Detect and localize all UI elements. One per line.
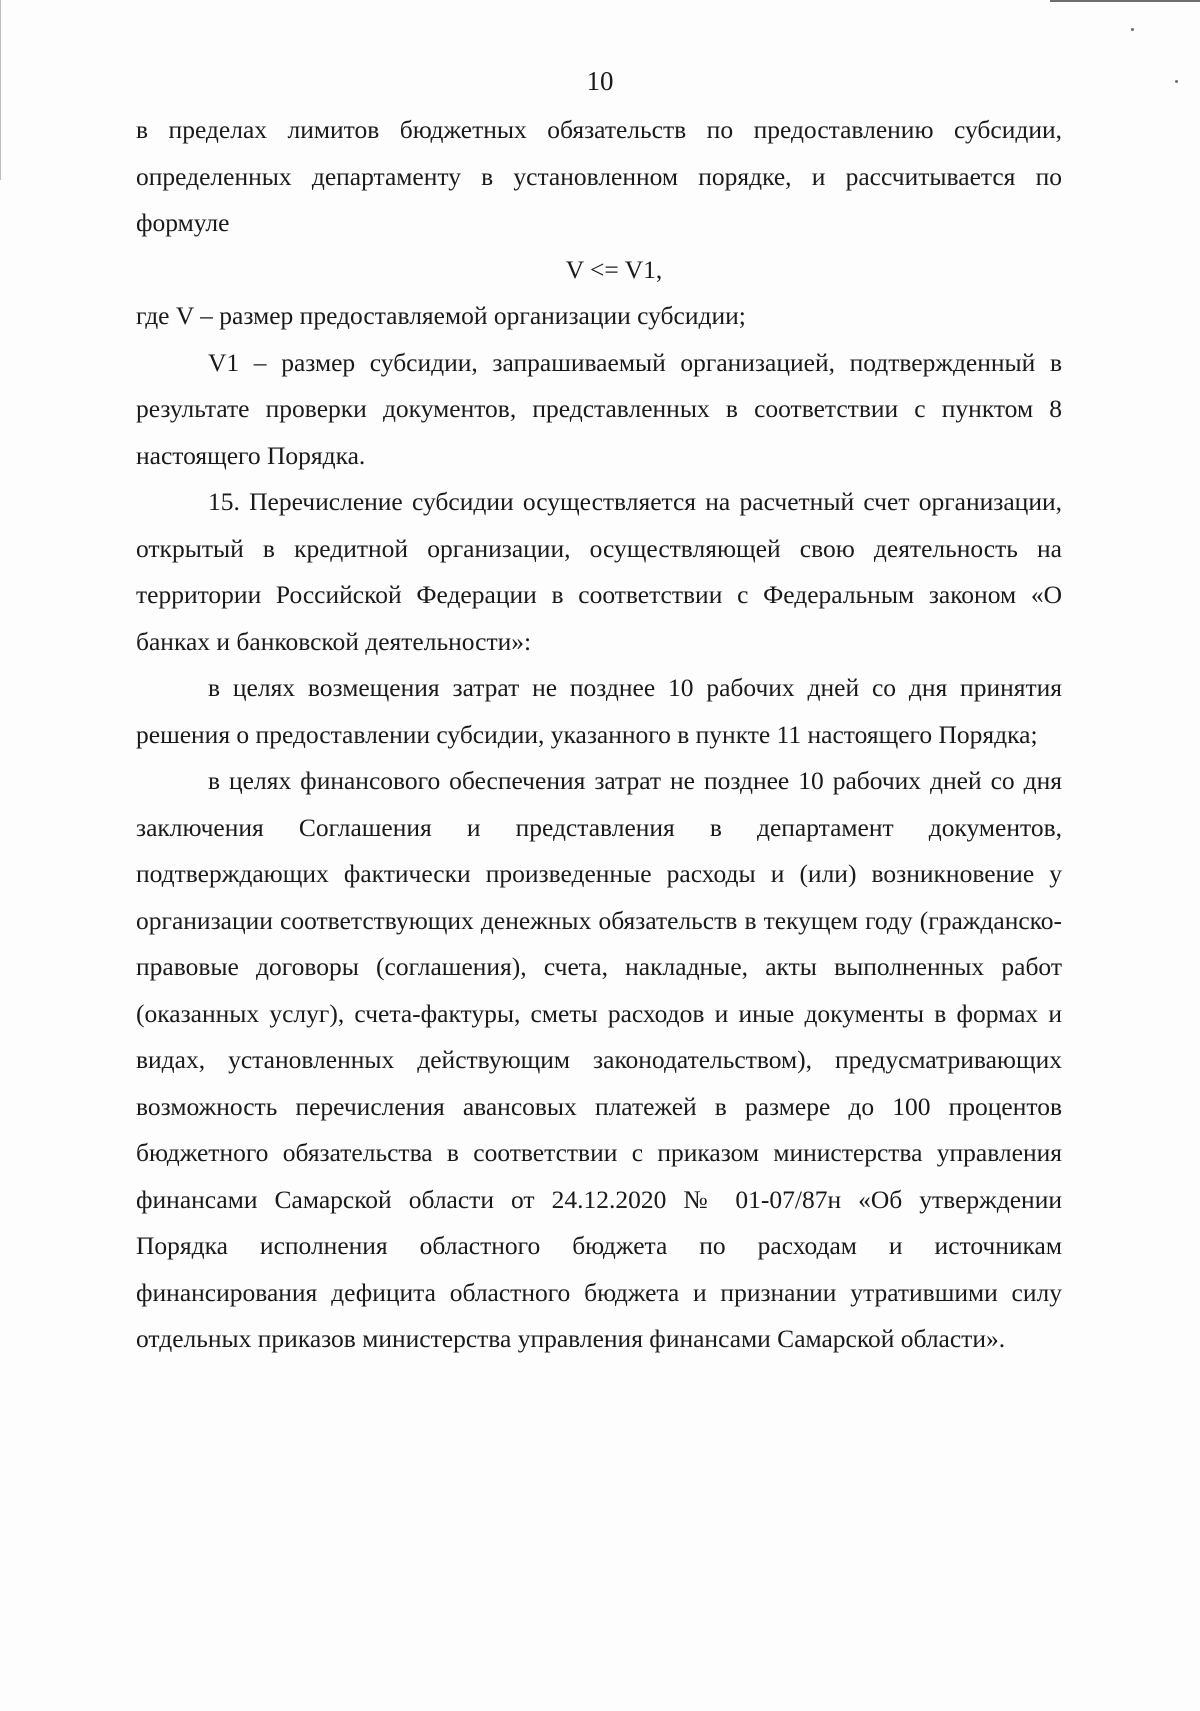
paragraph-reimbursement: в целях возмещения затрат не позднее 10 рабочих дней со дня принятия решения о предоставлении субсидии, указанного в пункте 11 настоящего Порядка; <box>136 673 1062 749</box>
paragraph-v1-definition: V1 – размер субсидии, запрашиваемый организацией, подтвержденный в результате проверки документов, представленных в соответствии с пунктом 8 настоящего Порядка. <box>136 347 1062 470</box>
page-number: 10 <box>586 66 614 96</box>
paragraph-financing: в целях финансового обеспечения затрат не позднее 10 рабочих дней со дня заключения Соглашения и представления в департамент документов, подтверждающих фактически произведенные расходы и (или) возникновение у организации соответствующих денежных обязательств в текущем году (гражданско-правовые договоры (соглашения), счета, накладные, акты выполненных работ (оказанных услуг), счета-фактуры, сметы расходов и иные документы в формах и видах, установленных действующим законодательством), предусматривающих возможность перечисления авансовых платежей в размере до 100 процентов бюджетного обязательства в соответствии с приказом министерства управления финансами Самарской области от 24.12.2020 № 01-07/87н «Об утверждении Порядка исполнения областного бюджета по расходам и источникам финансирования дефицита областного бюджета и признании утратившими силу отдельных приказов министерства управления финансами Самарской области». <box>136 766 1062 1353</box>
scan-speck <box>1131 28 1134 31</box>
paragraph-item-15: 15. Перечисление субсидии осуществляется на расчетный счет организации, открытый в кредитной организации, осуществляющей свою деятельность на территории Российской Федерации в соответствии с Федеральным законом «О банках и банковской деятельности»: <box>136 487 1062 656</box>
paragraph-limits: в пределах лимитов бюджетных обязательств по предоставлению субсидии, определенных департаменту в установленном порядке, и рассчитывается по формуле <box>136 115 1062 237</box>
formula: V <= V1, <box>565 254 663 284</box>
paragraph-v-definition: где V – размер предоставляемой организации субсидии; <box>136 301 746 330</box>
scan-edge-top <box>1050 0 1200 2</box>
document-body <box>136 107 1062 1363</box>
